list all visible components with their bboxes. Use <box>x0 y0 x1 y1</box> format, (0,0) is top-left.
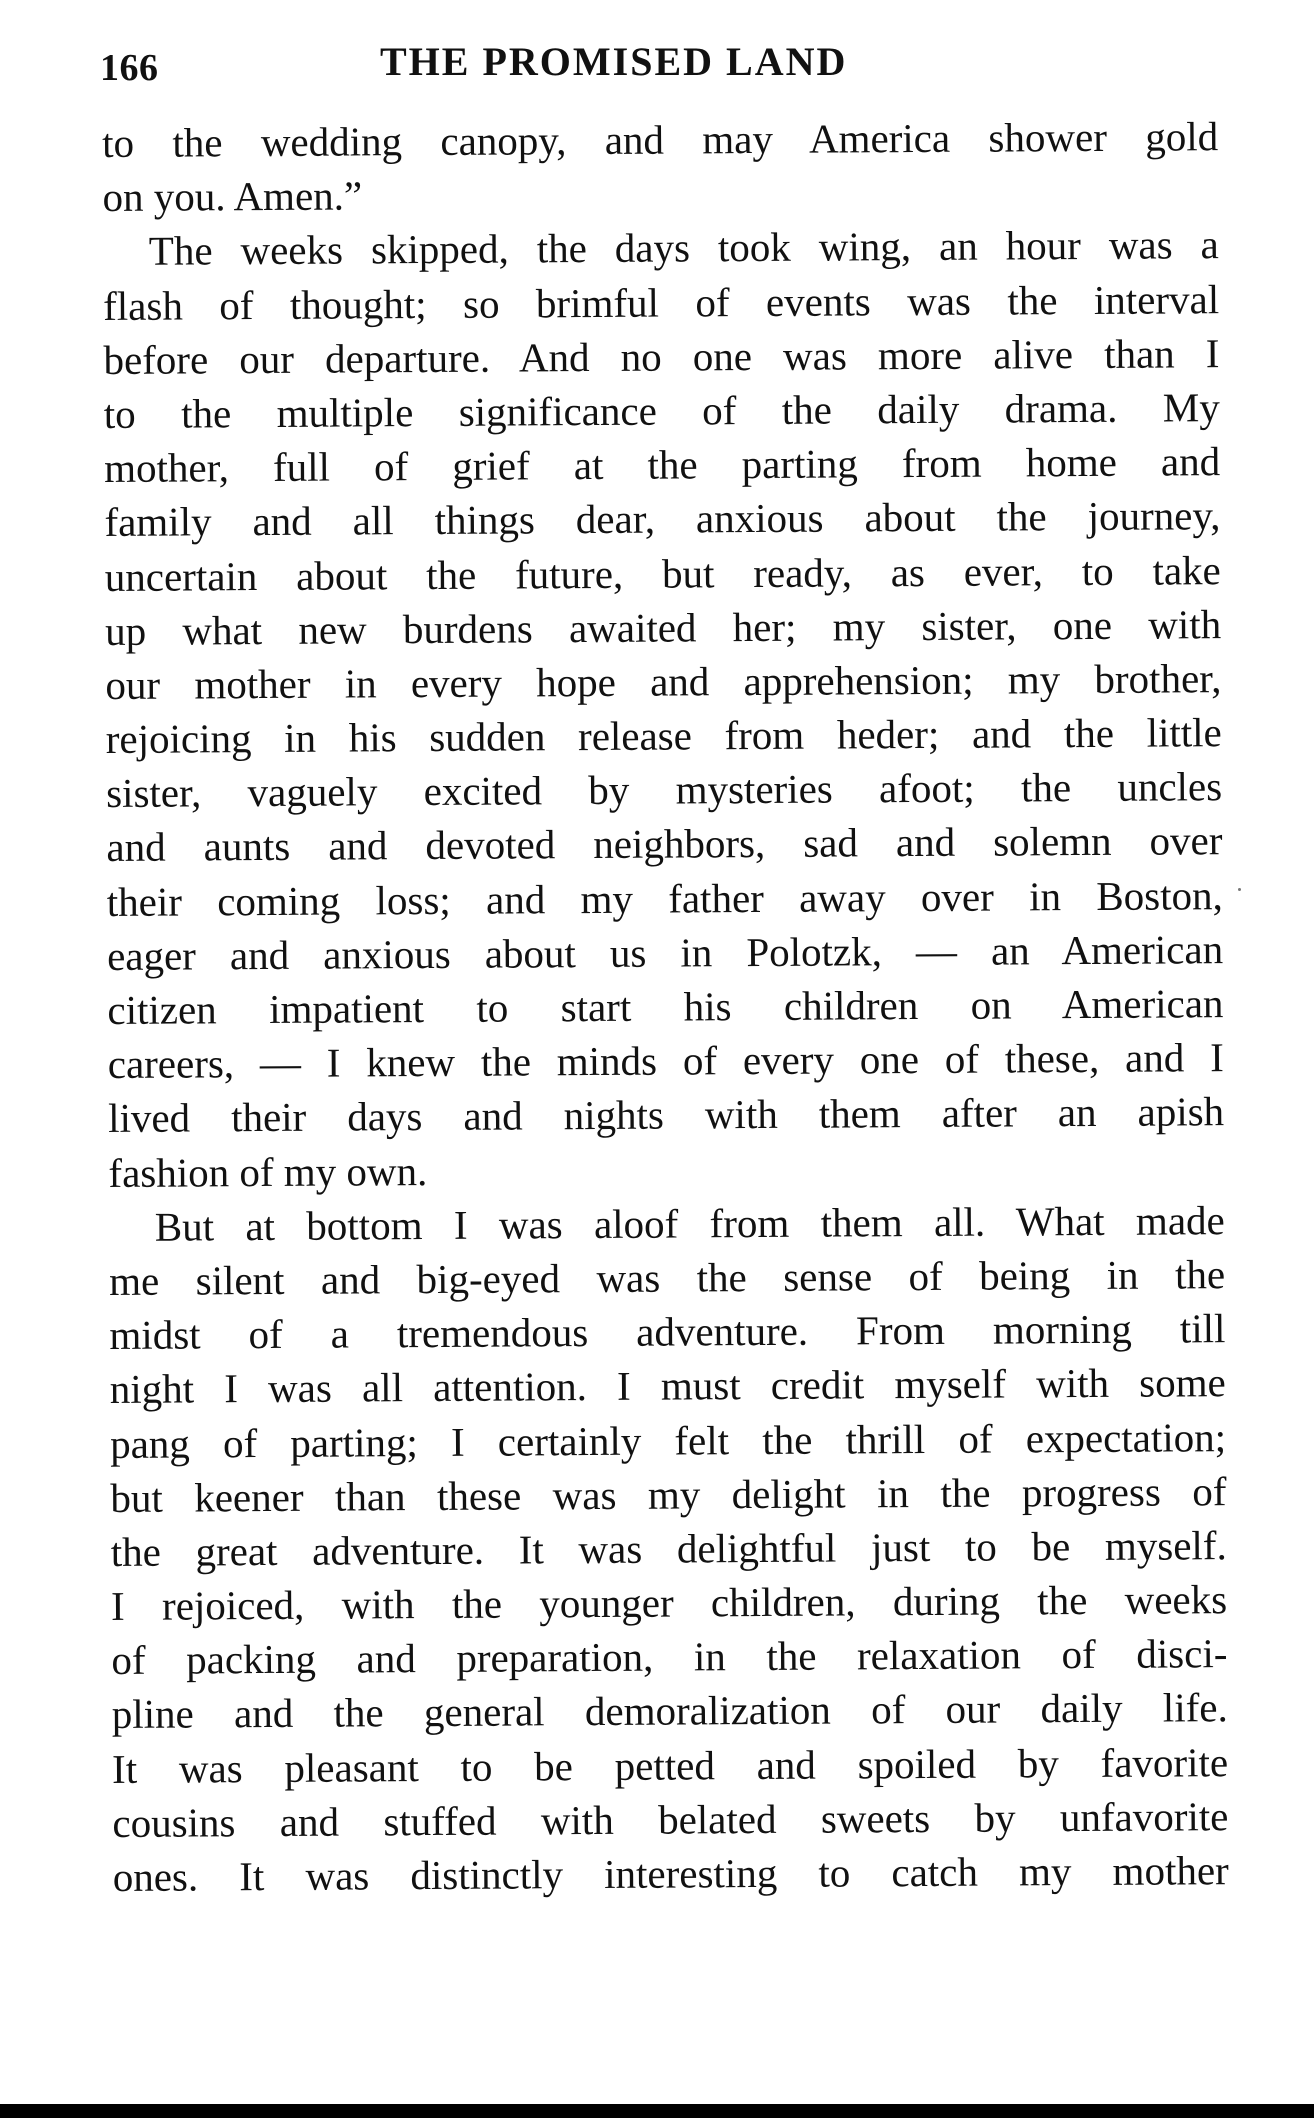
text-line: of packing and preparation, in the relaxation of disci- <box>111 1630 1228 1684</box>
text-line: sister, vaguely excited by mysteries afoot; the uncles <box>105 763 1223 817</box>
text-line: flash of thought; so brimful of events was the interval <box>103 275 1220 329</box>
text-line: their coming loss; and my father away over in Boston, <box>106 871 1223 925</box>
text-line: It was pleasant to be petted and spoiled by favorite <box>111 1738 1229 1792</box>
text-line: eager and anxious about us in Polotzk, — an American <box>106 925 1224 979</box>
scan-bottom-edge <box>0 2104 1314 2118</box>
text-line: ones. It was distinctly interesting to catch my mother <box>112 1847 1229 1900</box>
text-line: on you. Amen.” <box>102 172 363 221</box>
text-line: citizen impatient to start his children on American <box>107 980 1224 1033</box>
body-text <box>102 109 1229 1904</box>
paper-speck <box>1238 888 1241 891</box>
text-line: pang of parting; I certainly felt the thrill of expectation; <box>109 1413 1227 1467</box>
paragraph-start-line: The weeks skipped, the days took wing, an hour was a <box>148 221 1219 275</box>
text-line: and aunts and devoted neighbors, sad and solemn over <box>106 817 1223 871</box>
text-line: but keener than these was my delight in the progress of <box>110 1467 1227 1521</box>
text-line: before our departure. And no one was more alive than I <box>103 329 1220 383</box>
text-line: midst of a tremendous adventure. From morning till <box>109 1305 1226 1359</box>
paragraph-start-line: But at bottom I was aloof from them all. What made <box>154 1196 1225 1250</box>
text-line: careers, — I knew the minds of every one of these, and I <box>107 1034 1224 1088</box>
text-line: family and all things dear, anxious about the journey, <box>104 492 1221 546</box>
text-line: lived their days and nights with them after an apish <box>107 1088 1225 1142</box>
text-line: me silent and big-eyed was the sense of being in the <box>108 1251 1226 1304</box>
text-line: fashion of my own. <box>108 1147 428 1196</box>
text-line: I rejoiced, with the younger children, during the weeks <box>110 1576 1228 1630</box>
text-line: rejoicing in his sudden release from heder; and the little <box>105 709 1222 763</box>
text-line: cousins and stuffed with belated sweets by unfavorite <box>112 1792 1229 1846</box>
text-line: to the multiple significance of the daily drama. My <box>103 384 1220 437</box>
text-line: the great adventure. It was delightful just to be myself. <box>110 1522 1227 1575</box>
page-header <box>100 38 1210 98</box>
text-line: night I was all attention. I must credit myself with some <box>109 1359 1226 1413</box>
text-line: uncertain about the future, but ready, as ever, to take <box>104 546 1221 600</box>
text-line: up what new burdens awaited her; my sister, one with <box>105 600 1222 654</box>
text-line: pline and the general demoralization of our daily life. <box>111 1684 1228 1738</box>
running-title: THE PROMISED LAND <box>380 39 848 84</box>
text-line: to the wedding canopy, and may America shower gold <box>102 113 1219 166</box>
page-number: 166 <box>100 47 159 89</box>
text-line: mother, full of grief at the parting from home and <box>104 438 1221 492</box>
text-line: our mother in every hope and apprehension; my brother, <box>105 655 1222 708</box>
